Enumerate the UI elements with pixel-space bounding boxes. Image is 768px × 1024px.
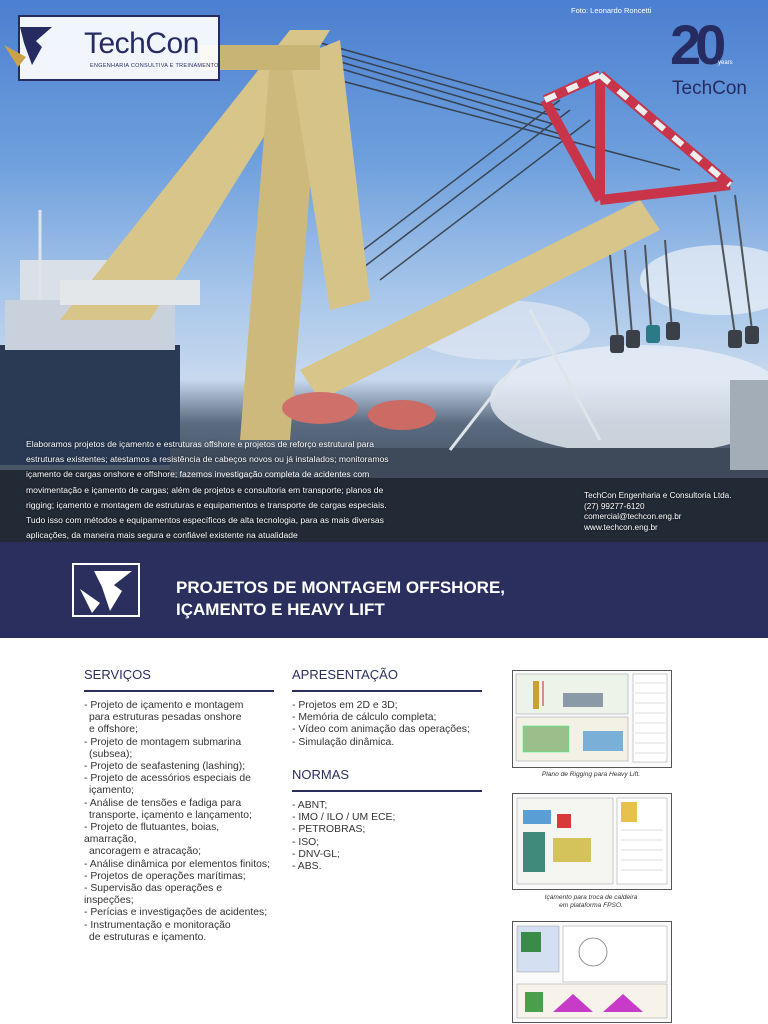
norms-heading: NORMAS <box>292 767 482 792</box>
title-line: PROJETOS DE MONTAGEM OFFSHORE, <box>176 578 506 597</box>
list-item: transporte, içamento e lançamento; <box>89 809 252 821</box>
title-line: IÇAMENTO E HEAVY LIFT <box>176 600 385 619</box>
figure-caption <box>512 771 670 779</box>
caption-line: Içamento para troca de caldeira <box>544 894 638 901</box>
list-item: - Supervisão das operações e inspeções; <box>84 883 223 907</box>
list-item: - DNV-GL; <box>292 848 340 860</box>
contact-block <box>584 491 731 533</box>
photo-credit: Foto: Leonardo Roncetti <box>571 6 652 15</box>
presentation-heading: APRESENTAÇÃO <box>292 667 482 692</box>
services-list <box>84 700 274 944</box>
contact-website[interactable]: www.techcon.eng.br <box>584 522 658 532</box>
list-item: - Projetos em 2D e 3D; <box>292 700 398 711</box>
anniversary-number: 20 <box>670 13 721 76</box>
logo-box[interactable] <box>18 15 220 81</box>
list-item: - ABS. <box>292 861 322 873</box>
hero-line: movimentação e içamento de cargas; além de projetos e consultoria em transporte; planos de <box>26 484 384 495</box>
list-item: - Projeto de montagem submarina <box>84 736 242 748</box>
services-section <box>84 667 274 944</box>
list-item: - Instrumentação e monitoração <box>84 919 231 931</box>
fpso-lift-figure <box>512 793 672 890</box>
list-item: - Projeto de flutuantes, boias, amarração, <box>84 822 220 846</box>
list-item: - Projetos de operações marítimas; <box>84 870 246 882</box>
lightning-icon <box>72 563 140 617</box>
logo-icon <box>2 23 54 73</box>
anniversary-years: years <box>718 60 733 66</box>
anniversary-brand: TechCon <box>672 78 747 99</box>
caption-line: em plataforma FPSO. <box>559 902 623 909</box>
list-item: e offshore; <box>89 724 138 736</box>
list-item: ancoragem e atracação; <box>89 846 202 858</box>
norms-list <box>292 800 482 873</box>
list-item: - Projeto de içamento e montagem <box>84 700 244 711</box>
list-item: - Simulação dinâmica. <box>292 736 395 748</box>
title-banner <box>0 542 768 638</box>
hero-line: Tudo isso com métodos e equipamentos específicos de alta tecnologia, para as mais diversas <box>26 515 384 526</box>
list-item: içamento; <box>89 785 135 797</box>
presentation-section <box>292 667 482 749</box>
list-item: para estruturas pesadas onshore <box>89 712 242 724</box>
services-heading: SERVIÇOS <box>84 667 274 692</box>
list-item: - Memória de cálculo completa; <box>292 712 437 724</box>
list-item: - Projeto de seafastening (lashing); <box>84 761 246 773</box>
list-item: - Análise dinâmica por elementos finitos; <box>84 858 270 870</box>
hero-line: rigging; içamento e montagem de estruturas e equipamentos e transporte de cargas especiais. <box>26 499 387 510</box>
figure-caption <box>512 894 670 910</box>
rigging-plan-figure <box>512 670 672 768</box>
anniversary-logo <box>660 13 760 106</box>
list-item: - Projeto de acessórios especiais de <box>84 773 251 785</box>
hero-line: Elaboramos projetos de içamento e estruturas offshore e projetos de reforço estrutural para <box>26 439 375 449</box>
contact-email[interactable]: comercial@techcon.eng.br <box>584 512 682 521</box>
list-item: - PETROBRAS; <box>292 824 366 836</box>
structure-drawing-figure <box>512 921 672 1023</box>
page-title <box>176 577 505 621</box>
list-item: - Análise de tensões e fadiga para <box>84 797 242 809</box>
logo-name: TechCon <box>84 27 199 60</box>
list-item: - ABNT; <box>292 800 328 811</box>
hero-line: aplicações, da maneira mais segura e confiável existente na atualidade <box>26 530 298 541</box>
caption-line: Plano de Rigging para Heavy Lift. <box>541 771 641 778</box>
hero-line: estruturas existentes; atestamos a resistência de cabeços novos ou já instalados; monitoramos <box>26 454 389 465</box>
list-item: de estruturas e içamento. <box>89 931 207 943</box>
contact-company: TechCon Engenharia e Consultoria Ltda. <box>584 491 732 500</box>
hero-description <box>26 437 411 542</box>
list-item: - ISO; <box>292 836 320 848</box>
list-item: - Perícias e investigações de acidentes; <box>84 907 268 919</box>
list-item: (subsea); <box>89 748 133 760</box>
contact-phone[interactable]: (27) 99277-6120 <box>584 501 645 511</box>
hero-line: içamento de cargas onshore e offshore; fazemos investigação completa de acidentes com <box>26 469 370 480</box>
logo-tagline: ENGENHARIA CONSULTIVA E TREINAMENTO <box>90 63 219 69</box>
presentation-list <box>292 700 482 749</box>
norms-section <box>292 767 482 873</box>
list-item: - Vídeo com animação das operações; <box>292 724 470 736</box>
list-item: - IMO / ILO / UM ECE; <box>292 812 396 824</box>
